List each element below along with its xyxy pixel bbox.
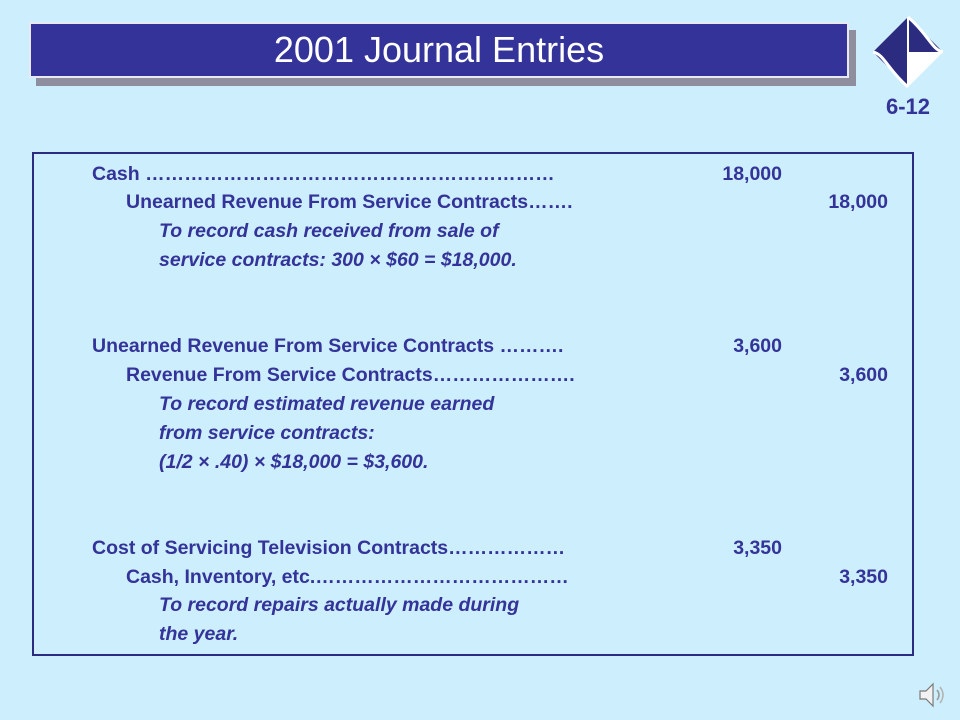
debit-amount: 3,600 [733, 335, 782, 357]
memo-line: service contracts: 300 × $60 = $18,000. [159, 249, 517, 271]
memo-line: To record repairs actually made during [159, 594, 520, 616]
credit-account: Cash, Inventory, etc. [126, 566, 316, 588]
credit-account-line [126, 188, 572, 216]
leader-dots: ………. [494, 335, 564, 357]
slide-number: 6-12 [885, 94, 931, 119]
credit-amount: 3,600 [839, 364, 888, 386]
debit-account-line [92, 534, 565, 562]
debit-account-line [92, 160, 555, 188]
credit-account-line [126, 563, 569, 591]
memo-line: To record estimated revenue earned [159, 393, 495, 415]
page-title: 2001 Journal Entries [273, 29, 605, 70]
memo-line: the year. [159, 623, 239, 645]
credit-amount: 3,350 [839, 566, 888, 588]
debit-account-line [92, 332, 563, 360]
title-bar [29, 22, 849, 78]
leader-dots: …………………. [432, 364, 575, 386]
speaker-icon[interactable] [916, 680, 948, 710]
debit-amount: 18,000 [722, 163, 782, 185]
leader-dots: ……. [528, 191, 573, 213]
memo-line: (1/2 × .40) × $18,000 = $3,600. [159, 451, 429, 473]
leader-dots: ………………………………… [315, 566, 569, 588]
memo-line: from service contracts: [159, 422, 375, 444]
memo-line: To record cash received from sale of [159, 220, 499, 242]
journal-entries-box [32, 152, 914, 656]
diamond-logo-icon [870, 14, 946, 90]
credit-account: Unearned Revenue From Service Contracts [126, 191, 529, 213]
debit-amount: 3,350 [733, 537, 782, 559]
credit-amount: 18,000 [828, 191, 888, 213]
leader-dots: ……………………………………………………… [139, 163, 555, 185]
debit-account: Cost of Servicing Television Contracts [92, 537, 449, 559]
credit-account-line [126, 361, 575, 389]
leader-dots: ……………… [448, 537, 566, 559]
debit-account: Cash [92, 163, 140, 185]
credit-account: Revenue From Service Contracts [126, 364, 433, 386]
debit-account: Unearned Revenue From Service Contracts [92, 335, 495, 357]
